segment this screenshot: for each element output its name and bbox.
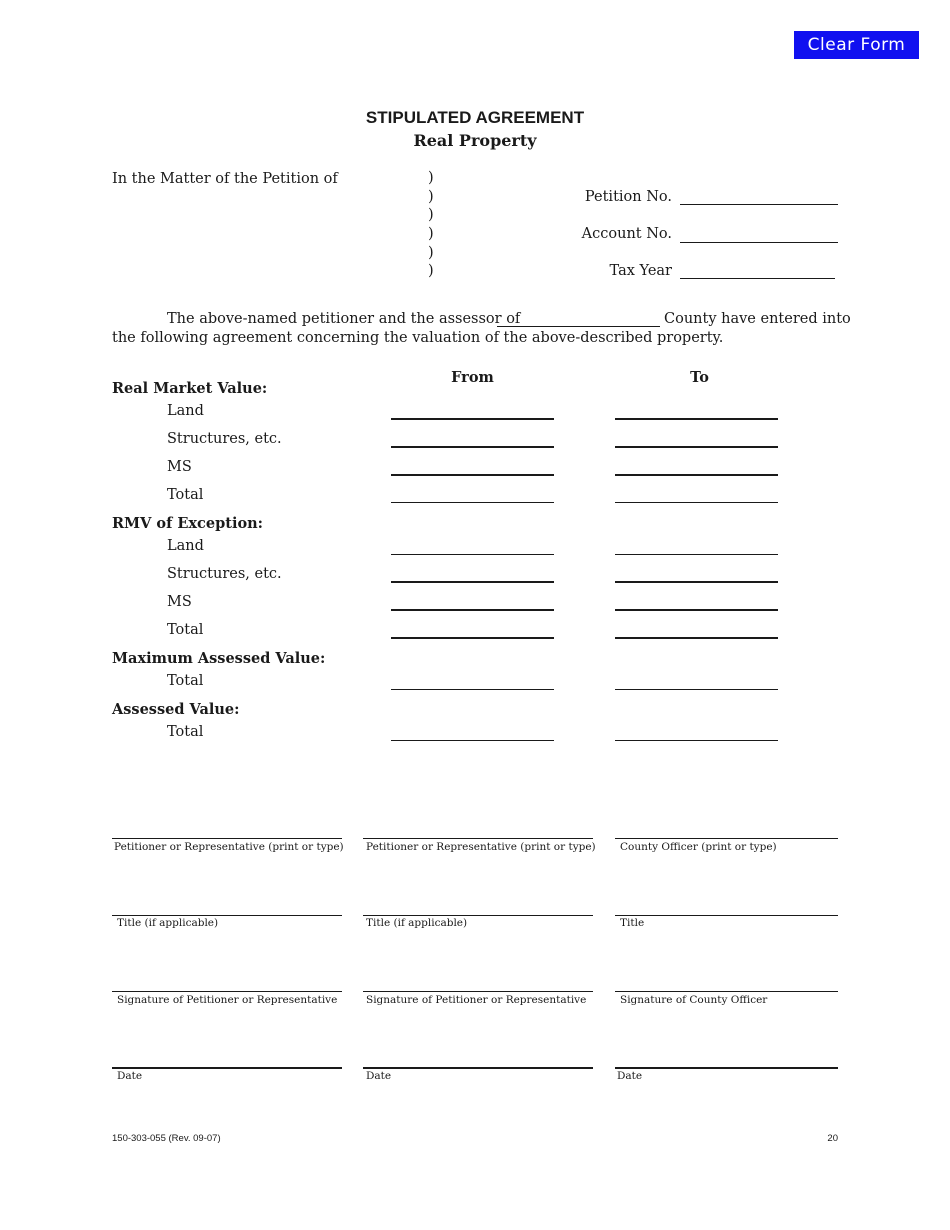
agreement-text-line2: the following agreement concerning the valuation of the above-described property.	[112, 330, 724, 346]
sig1-signature-line[interactable]	[112, 991, 342, 992]
exc-structures-to-field[interactable]	[615, 565, 778, 583]
rmv-structures-from-field[interactable]	[391, 430, 554, 448]
paren-4: )	[428, 226, 434, 242]
rmv-ms-label: MS	[167, 459, 192, 475]
rmv-ms-from-field[interactable]	[391, 458, 554, 476]
section-max-assessed-value: Maximum Assessed Value:	[112, 650, 326, 667]
section-rmv-exception: RMV of Exception:	[112, 515, 264, 532]
sig2-name-line[interactable]	[363, 838, 593, 839]
sig2-title-caption: Title (if applicable)	[366, 917, 468, 929]
column-to: To	[690, 369, 709, 386]
tax-year-label: Tax Year	[609, 263, 672, 279]
exc-total-from-field[interactable]	[391, 621, 554, 639]
sig1-date-line[interactable]	[112, 1067, 342, 1069]
sig1-name-line[interactable]	[112, 838, 342, 839]
mav-total-label: Total	[167, 673, 204, 689]
sig1-name-caption: Petitioner or Representative (print or type)	[114, 841, 344, 853]
av-total-to-field[interactable]	[615, 724, 778, 741]
exc-total-to-field[interactable]	[615, 621, 778, 639]
paren-5: )	[428, 245, 434, 261]
sig1-signature-caption: Signature of Petitioner or Representative	[117, 994, 338, 1006]
sig2-signature-line[interactable]	[363, 991, 593, 992]
paren-1: )	[428, 170, 434, 186]
exc-total-label: Total	[167, 622, 204, 638]
exc-land-to-field[interactable]	[615, 538, 778, 555]
av-total-label: Total	[167, 724, 204, 740]
section-assessed-value: Assessed Value:	[112, 701, 240, 718]
rmv-total-from-field[interactable]	[391, 486, 554, 503]
sig3-signature-line[interactable]	[615, 991, 838, 992]
rmv-land-from-field[interactable]	[391, 402, 554, 420]
form-number: 150-303-055 (Rev. 09-07)	[112, 1133, 221, 1144]
page-title: STIPULATED AGREEMENT	[365, 108, 585, 127]
sig3-date-line[interactable]	[615, 1067, 838, 1069]
exc-structures-label: Structures, etc.	[167, 566, 282, 582]
sig3-name-line[interactable]	[615, 838, 838, 839]
account-no-field[interactable]	[680, 226, 838, 243]
exc-ms-from-field[interactable]	[391, 593, 554, 611]
column-from: From	[451, 369, 494, 386]
sig1-title-caption: Title (if applicable)	[117, 917, 219, 929]
sig3-name-caption: County Officer (print or type)	[620, 841, 777, 853]
exc-land-label: Land	[167, 538, 204, 554]
sig3-signature-caption: Signature of County Officer	[620, 994, 768, 1006]
paren-2: )	[428, 189, 434, 205]
sig3-title-line[interactable]	[615, 915, 838, 916]
paren-6: )	[428, 263, 434, 279]
rmv-total-label: Total	[167, 487, 204, 503]
mav-total-from-field[interactable]	[391, 673, 554, 690]
agreement-text-end: County have entered into	[664, 311, 851, 327]
rmv-land-to-field[interactable]	[615, 402, 778, 420]
rmv-structures-to-field[interactable]	[615, 430, 778, 448]
account-no-label: Account No.	[581, 226, 672, 242]
paren-3: )	[428, 207, 434, 223]
petition-no-field[interactable]	[680, 188, 838, 205]
sig2-date-caption: Date	[366, 1070, 392, 1082]
sig1-date-caption: Date	[117, 1070, 143, 1082]
sig2-title-line[interactable]	[363, 915, 593, 916]
sig1-title-line[interactable]	[112, 915, 342, 916]
exc-structures-from-field[interactable]	[391, 565, 554, 583]
matter-label: In the Matter of the Petition of	[112, 171, 338, 187]
sig2-signature-caption: Signature of Petitioner or Representative	[366, 994, 587, 1006]
tax-year-field[interactable]	[680, 262, 835, 279]
rmv-total-to-field[interactable]	[615, 486, 778, 503]
rmv-ms-to-field[interactable]	[615, 458, 778, 476]
sig2-date-line[interactable]	[363, 1067, 593, 1069]
agreement-text-start: The above-named petitioner and the assessor of	[167, 311, 521, 327]
page-number: 20	[827, 1133, 838, 1144]
petition-no-label: Petition No.	[584, 189, 672, 205]
page-subtitle: Real Property	[413, 131, 537, 150]
county-field[interactable]	[497, 310, 660, 327]
mav-total-to-field[interactable]	[615, 673, 778, 690]
exc-ms-label: MS	[167, 594, 192, 610]
rmv-structures-label: Structures, etc.	[167, 431, 282, 447]
sig3-title-caption: Title	[620, 917, 645, 929]
section-real-market-value: Real Market Value:	[112, 380, 268, 397]
sig3-date-caption: Date	[617, 1070, 643, 1082]
exc-land-from-field[interactable]	[391, 538, 554, 555]
rmv-land-label: Land	[167, 403, 204, 419]
sig2-name-caption: Petitioner or Representative (print or type)	[366, 841, 596, 853]
av-total-from-field[interactable]	[391, 724, 554, 741]
clear-form-button[interactable]: Clear Form	[794, 31, 919, 59]
exc-ms-to-field[interactable]	[615, 593, 778, 611]
